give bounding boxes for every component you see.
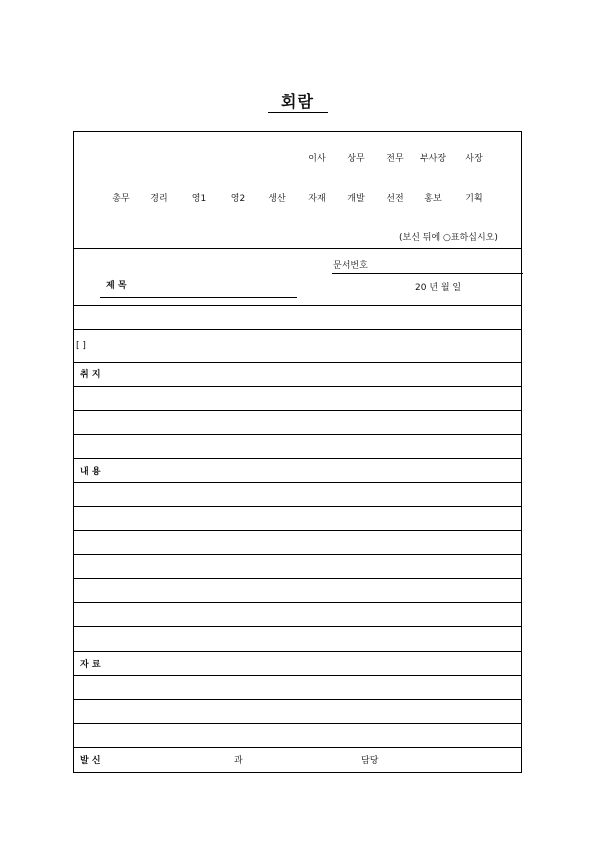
ruled-line (74, 578, 521, 579)
divider (74, 458, 521, 459)
subject-field[interactable] (100, 297, 297, 298)
dept-label: 과 (234, 756, 243, 766)
ruled-line (74, 434, 521, 435)
approval-vice-president: 부사장 (419, 154, 447, 164)
ruled-line (74, 626, 521, 627)
approval-managing-director: 상무 (347, 154, 365, 164)
ruled-line (74, 506, 521, 507)
divider (74, 386, 521, 387)
approval-president: 사장 (465, 154, 483, 164)
ruled-line (74, 602, 521, 603)
purpose-label: 취 지 (80, 370, 101, 380)
doc-number-field[interactable] (332, 273, 523, 274)
divider (74, 747, 521, 748)
divider (74, 482, 521, 483)
subject-label: 제 목 (106, 281, 127, 291)
date-field: 20 년 월 일 (415, 283, 462, 293)
doc-number-label: 문서번호 (333, 261, 368, 271)
divider (74, 675, 521, 676)
bracket-field: [ ] (76, 341, 86, 351)
title-underline (268, 112, 328, 113)
ruled-line (74, 723, 521, 724)
divider (74, 651, 521, 652)
document-title: 회람 (281, 92, 314, 111)
divider (74, 305, 521, 306)
divider (74, 362, 521, 363)
dept-sales-1: 영1 (191, 194, 207, 204)
dept-sales-2: 영2 (230, 194, 246, 204)
ruled-line (74, 410, 521, 411)
dept-production: 생산 (268, 194, 286, 204)
divider (74, 329, 521, 330)
dept-public-relations: 홍보 (424, 194, 442, 204)
dept-development: 개발 (347, 194, 365, 204)
dept-accounting: 경리 (150, 194, 168, 204)
dept-planning: 기획 (465, 194, 483, 204)
approval-senior-managing-director: 전무 (386, 154, 404, 164)
approval-note: (보신 뒤에 ○표하십시오) (399, 233, 498, 243)
dept-advertising: 선전 (386, 194, 404, 204)
sender-label: 발 신 (80, 756, 101, 766)
materials-label: 자 료 (80, 660, 101, 670)
divider (74, 248, 521, 249)
dept-materials: 자재 (308, 194, 326, 204)
ruled-line (74, 699, 521, 700)
circular-form (73, 131, 522, 773)
content-label: 내 용 (80, 467, 101, 477)
dept-general-affairs: 총무 (112, 194, 130, 204)
manager-label: 담당 (361, 756, 379, 766)
ruled-line (74, 530, 521, 531)
approval-director: 이사 (308, 154, 326, 164)
ruled-line (74, 554, 521, 555)
